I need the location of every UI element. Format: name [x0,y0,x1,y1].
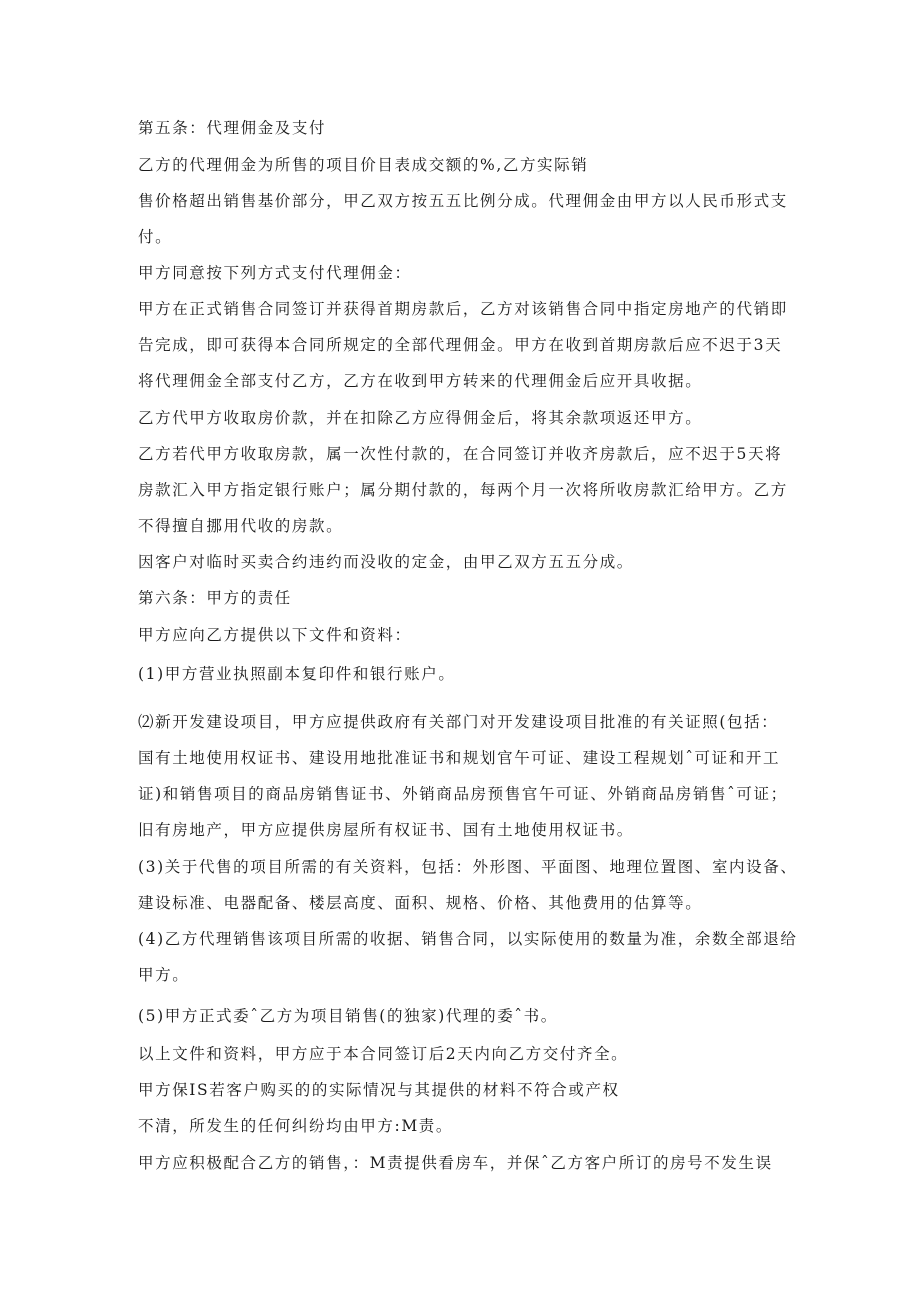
paragraph-line: 乙方若代甲方收取房款，属一次性付款的，在合同签订并收齐房款后，应不迟于5天将 [138,445,783,463]
paragraph-line: 因客户对临时买卖合约违约而没收的定金，由甲乙双方五五分成。 [138,553,634,571]
paragraph-line: 旧有房地产，甲方应提供房屋所有权证书、国有土地使用权证书。 [138,821,634,839]
paragraph-line: 付。 [138,228,173,246]
list-item: ⑵新开发建设项目，甲方应提供政府有关部门对开发建设项目批准的有关证照(包括： [138,713,779,731]
paragraph-line: 不清，所发生的任何纠纷均由甲方:M责。 [138,1117,453,1135]
section-6-heading: 第六条：甲方的责任 [138,589,292,607]
paragraph-line: 甲方应积极配合乙方的销售，：M责提供看房车，并保ˆ乙方客户所订的房号不发生误 [138,1154,773,1172]
paragraph-line: 以上文件和资料，甲方应于本合同签订后2天内向乙方交付齐全。 [138,1045,629,1063]
paragraph-line: 国有土地使用权证书、建设用地批准证书和规划官午可证、建设工程规划ˆ可证和开工 [138,749,781,767]
paragraph-line: 甲方保IS若客户购买的的实际情况与其提供的材料不符合或产权 [138,1081,620,1099]
paragraph-line: 甲方。 [138,966,190,984]
paragraph-line: 售价格超出销售基价部分，甲乙双方按五五比例分成。代理佣金由甲方以人民币形式支 [138,192,788,210]
paragraph-line: 甲方在正式销售合同签订并获得首期房款后，乙方对该销售合同中指定房地产的代销即 [138,300,788,318]
list-item: (3)关于代售的项目所需的有关资料，包括：外形图、平面图、地理位置图、室内设备、 [138,858,798,876]
paragraph-line: 甲方同意按下列方式支付代理佣金： [138,264,412,282]
paragraph-line: 乙方代甲方收取房价款，并在扣除乙方应得佣金后，将其余款项返还甲方。 [138,409,703,427]
paragraph-line: 乙方的代理佣金为所售的项目价目表成交额的%,乙方实际销 [138,156,589,174]
paragraph-line: 不得擅自挪用代收的房款。 [138,517,344,535]
section-5-heading: 第五条：代理佣金及支付 [138,119,327,137]
paragraph-line: 证)和销售项目的商品房销售证书、外销商品房预售官午可证、外销商品房销售ˆ可证； [138,785,788,803]
list-item: (5)甲方正式委ˆ乙方为项目销售(的独家)代理的委ˆ书。 [138,1007,558,1025]
paragraph-line: 甲方应向乙方提供以下文件和资料： [138,626,412,644]
list-item: (1)甲方营业执照副本复印件和银行账户。 [138,665,456,683]
paragraph-line: 房款汇入甲方指定银行账户；属分期付款的，每两个月一次将所收房款汇给甲方。乙方 [138,481,788,499]
paragraph-line: 将代理佣金全部支付乙方，乙方在收到甲方转来的代理佣金后应开具收据。 [138,372,703,390]
list-item: (4)乙方代理销售该项目所需的收据、销售合同，以实际使用的数量为准，余数全部退给 [138,930,798,948]
paragraph-line: 告完成，即可获得本合同所规定的全部代理佣金。甲方在收到首期房款后应不迟于3天 [138,336,783,354]
paragraph-line: 建设标准、电器配备、楼层高度、面积、规格、价格、其他费用的估算等。 [138,894,703,912]
